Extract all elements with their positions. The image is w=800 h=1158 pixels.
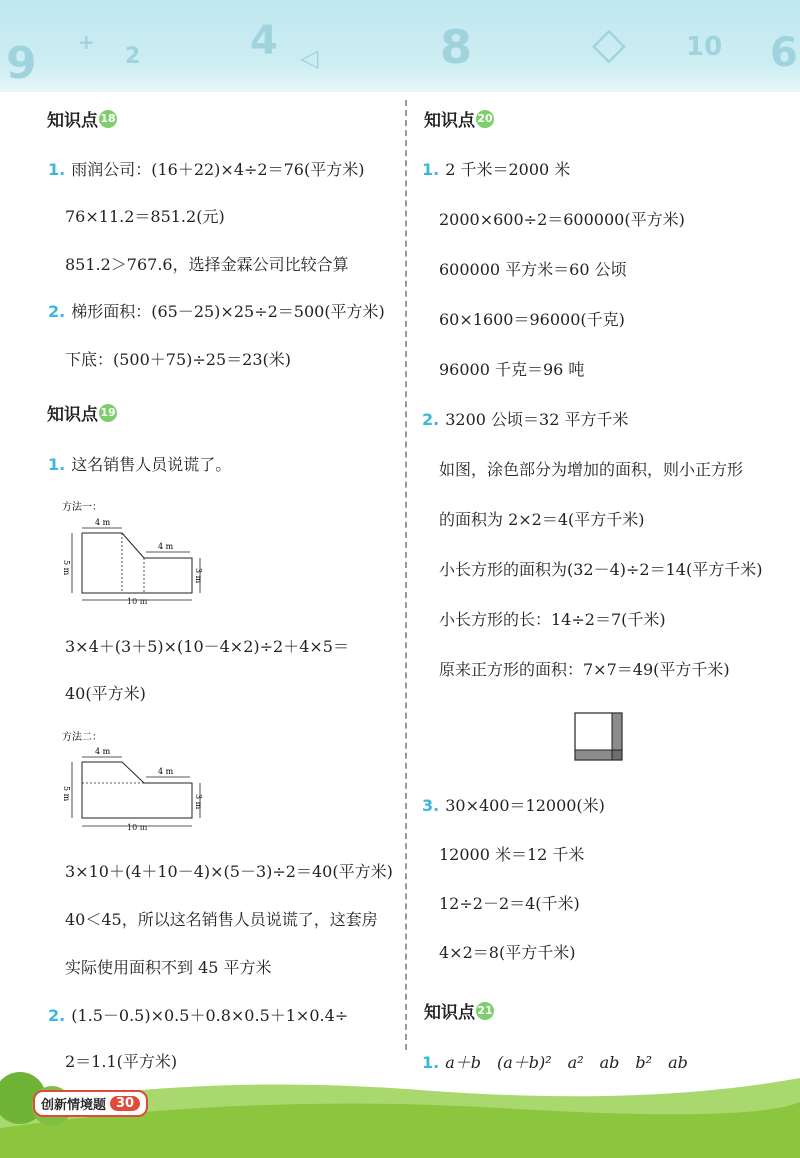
answer-line: 600000 平方米＝60 公顷 [439,260,627,279]
answer-line: 2000×600÷2＝600000(平方米) [439,210,685,229]
question-number: 2. [48,1006,66,1025]
answer-line: 下底：(500＋75)÷25＝23(米) [65,350,291,369]
figure-method-two-diagram [62,728,212,838]
page-number: 30 [110,1096,140,1111]
figure-method-two [62,728,212,838]
dim-label-right: 3 m [194,568,203,584]
answer-text: a＋b (a＋b)² a² ab b² ab [445,1053,688,1072]
figure-method-one [62,498,212,608]
decor-9: 9 [6,38,37,89]
answer-text: 30×400＝12000(米) [445,796,605,815]
dim-label-bottom: 10 m [127,597,148,606]
answer-line: 851.2＞767.6，选择金霖公司比较合算 [65,255,349,274]
figure-caption: 方法二： [62,732,102,743]
decor-plus: + [78,30,95,54]
answer-line: 小长方形的面积为(32－4)÷2＝14(平方千米) [439,560,763,579]
answer-line: 4×2＝8(平方千米) [439,943,576,962]
answer-line: 3×4＋(3＋5)×(10－4×2)÷2＋4×5＝ [65,637,349,656]
answer-line: 原来正方形的面积：7×7＝49(平方千米) [439,660,730,679]
decor-8: 8 [440,20,473,74]
question-number: 1. [422,160,440,179]
figure-method-one-diagram [62,498,212,608]
square-area-diagram [574,712,624,762]
figure-caption: 方法一： [62,502,102,513]
dim-label-left: 5 m [62,786,71,802]
decor-6: 6 [770,30,798,76]
section-heading-18 [47,106,117,131]
column-divider [405,100,407,1050]
answer-line: 如图，涂色部分为增加的面积，则小正方形 [439,460,744,479]
section-heading-21 [424,998,494,1023]
answer-line: 小长方形的长：14÷2＝7(千米) [439,610,666,629]
question-number: 1. [422,1053,440,1072]
heading-label: 知识点 [47,111,98,131]
dim-label-top: 4 m [95,518,111,527]
answer-line [422,796,605,816]
section-heading-20 [424,106,494,131]
answer-line: 实际使用面积不到 45 平方米 [65,958,272,977]
answer-line [48,160,364,180]
heading-label: 知识点 [424,1003,475,1023]
answer-line: 3×10＋(4＋10－4)×(5－3)÷2＝40(平方米) [65,862,393,881]
section-number-badge: 21 [476,1002,494,1020]
question-number: 3. [422,796,440,815]
answer-line: 2＝1.1(平方米) [65,1052,178,1071]
section-number-badge: 19 [99,404,117,422]
answer-line [48,302,385,322]
section-heading-19 [47,400,117,425]
dim-label-mid: 4 m [158,542,174,551]
footer-tag-label: 创新情境题 [41,1098,107,1113]
heading-label: 知识点 [424,111,475,131]
dim-label-right: 3 m [194,794,203,810]
answer-line: 12000 米＝12 千米 [439,845,585,864]
answer-text: 3200 公顷＝32 平方千米 [445,410,629,429]
answer-line [48,1006,348,1026]
answer-text: 2 千米＝2000 米 [445,160,571,179]
question-number: 2. [48,302,66,321]
decor-triangle: ◁ [300,44,319,72]
section-number-badge: 20 [476,110,494,128]
answer-text: 梯形面积：(65－25)×25÷2＝500(平方米) [71,302,385,321]
section-number-badge: 18 [99,110,117,128]
decor-4: 4 [250,18,278,64]
square-area-svg [574,712,624,762]
answer-text: 这名销售人员说谎了。 [71,455,232,474]
answer-line: 76×11.2＝851.2(元) [65,207,225,226]
decor-10: 10 [686,32,723,62]
dim-label-left: 5 m [62,560,71,576]
answer-text: 雨润公司：(16＋22)×4÷2＝76(平方米) [71,160,365,179]
footer-tag [33,1090,148,1117]
heading-label: 知识点 [47,405,98,425]
answer-line: 的面积为 2×2＝4(平方千米) [439,510,645,529]
question-number: 2. [422,410,440,429]
answer-line: 60×1600＝96000(千克) [439,310,625,329]
answer-line [48,455,231,475]
dim-label-mid: 4 m [158,767,174,776]
answer-line: 40＜45，所以这名销售人员说谎了，这套房 [65,910,378,929]
decor-2: 2 [125,44,141,69]
top-banner [0,0,800,92]
decor-diamond: ◇ [592,18,626,69]
answer-line [422,160,570,180]
dim-label-bottom: 10 m [127,823,148,832]
question-number: 1. [48,160,66,179]
dim-label-top: 4 m [95,747,111,756]
question-number: 1. [48,455,66,474]
answer-line: 96000 千克＝96 吨 [439,360,585,379]
answer-line [422,410,628,430]
answer-line: 12÷2－2＝4(千米) [439,894,580,913]
answer-text: (1.5－0.5)×0.5＋0.8×0.5＋1×0.4÷ [71,1006,349,1025]
answer-line: 40(平方米) [65,684,146,703]
